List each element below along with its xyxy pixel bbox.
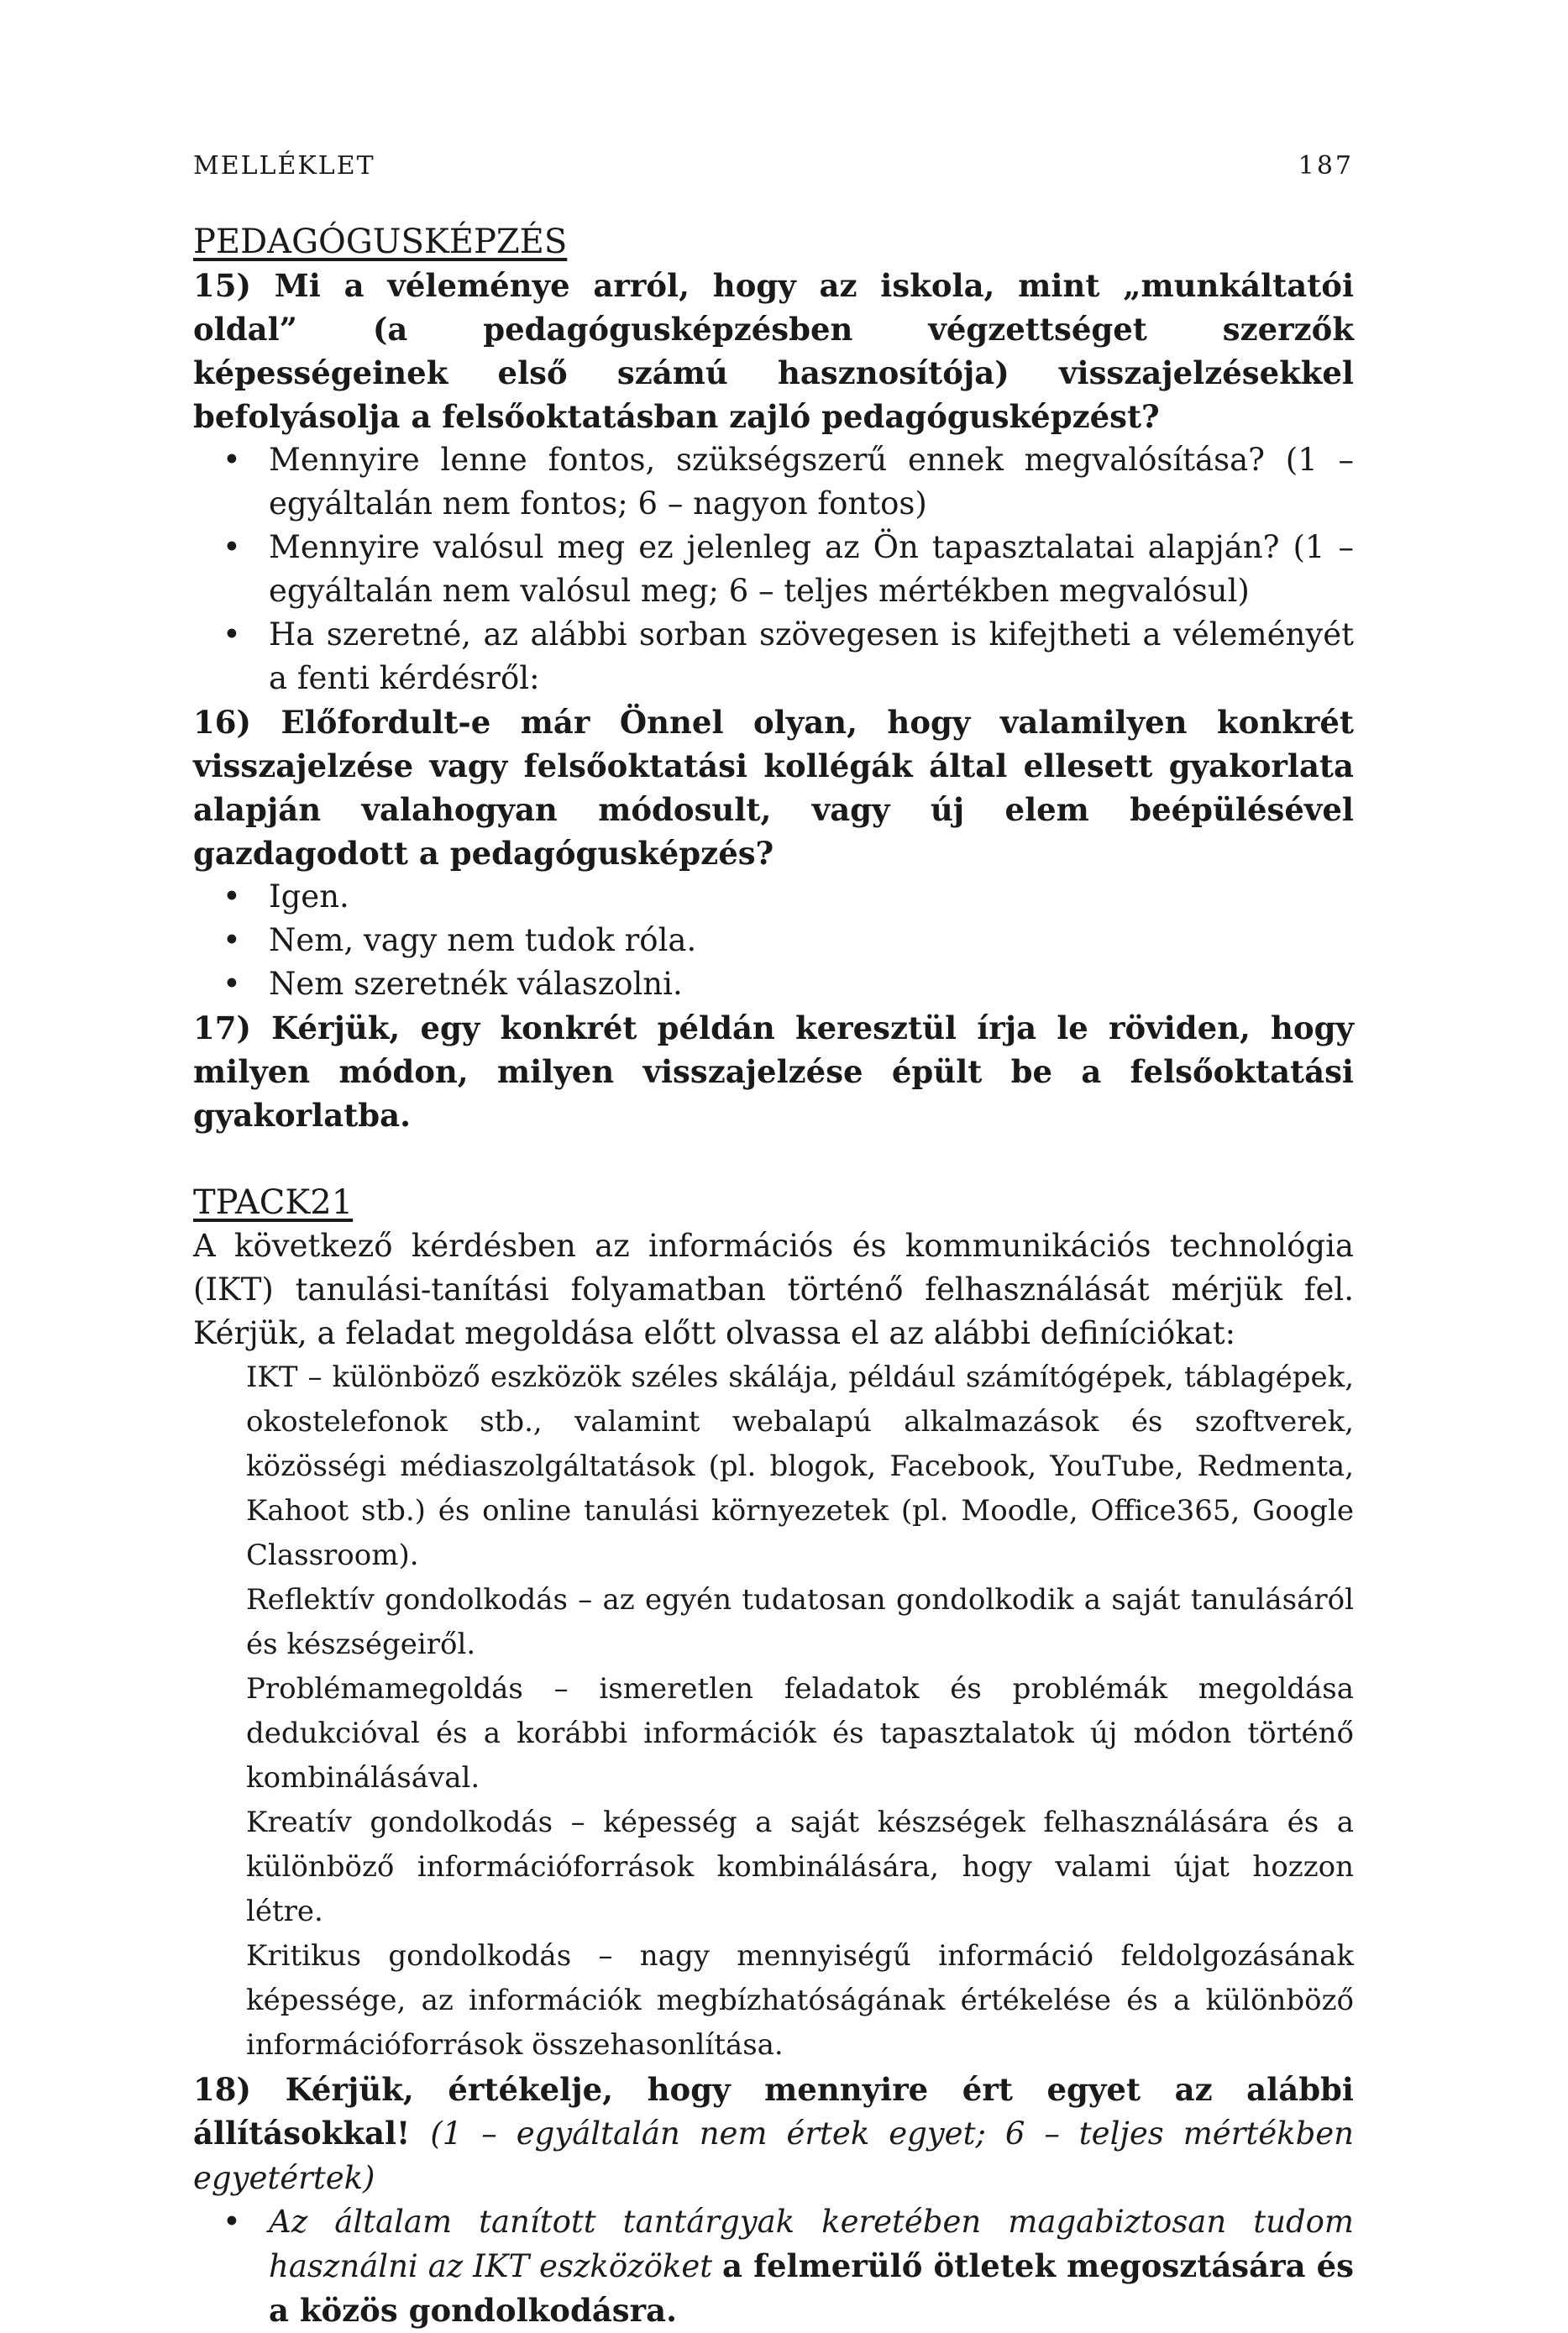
question-15: 15) Mi a véleménye arról, hogy az iskola, mint „munkáltatói oldal” (a pedagógusképzésben végzettséget szerzők képességeinek első számú hasznosítója) visszajelzésekkel befolyásolja a felsőoktatásban zajló pedagógusképzést?: [193, 267, 1354, 435]
statement-italic-part: Az általam tanított tantárgyak keretében magabiztosan tudom használni az IKT eszközöket: [269, 2204, 1354, 2284]
question-18-prompt: 18) Kérjük, értékelje, hogy mennyire ért egyet az alábbi állításokkal!: [193, 2071, 1354, 2152]
definition-creative-thinking: Kreatív gondolkodás – képesség a saját készségek felhasználására és a különböző információforrások kombinálására, hogy valami újat hozzon létre.: [246, 1806, 1354, 1928]
question-17: 17) Kérjük, egy konkrét példán keresztül írja le röviden, hogy milyen módon, milyen visszajelzése épült be a felsőoktatási gyakorlatba.: [193, 1009, 1354, 1134]
tpack-intro: A következő kérdésben az információs és kommunikációs technológia (IKT) tanulási-tanítási folyamatban történő felhasználását mérjük fel. Kérjük, a feladat megoldása előtt olvassa el az alábbi definíciókat:: [193, 1228, 1354, 1351]
bullet-icon: •: [223, 966, 241, 1002]
bullet-icon: •: [223, 616, 241, 653]
list-item: • Mennyire valósul meg ez jelenleg az Ön tapasztalatai alapján? (1 – egyáltalán nem valósul meg; 6 – teljes mértékben megvalósul): [223, 526, 1354, 613]
section-title-tpack21: TPACK21: [193, 1183, 354, 1222]
list-item: • Nem szeretnék válaszolni.: [223, 962, 1354, 1006]
definition-problem-solving: Problémamegoldás – ismeretlen feladatok és problémák megoldása dedukcióval és a korábbi információk és tapasztalatok új módon történő kombinálásával.: [246, 1672, 1354, 1795]
question-16: 16) Előfordult-e már Önnel olyan, hogy valamilyen konkrét visszajelzése vagy felsőoktatási kollégák által ellesett gyakorlata alapján valahogyan módosult, vagy új elem beépülésével gazdagodott a pedagógusképzés?: [193, 704, 1354, 872]
list-item: • Ha szeretné, az alábbi sorban szövegesen is kifejtheti a véleményét a fenti kérdésről:: [223, 613, 1354, 700]
running-head: [193, 151, 1354, 193]
question-18-scale: (1 – egyáltalán nem értek egyet; 6 – teljes mértékben egyetértek): [193, 2115, 1354, 2196]
question-16-options: [193, 875, 1354, 1006]
section-title-pedagogy: PEDAGÓGUSKÉPZÉS: [193, 223, 568, 261]
bullet-icon: •: [223, 442, 241, 478]
running-title: MELLÉKLET: [193, 151, 375, 181]
page-number: 187: [1298, 151, 1354, 181]
bullet-icon: •: [223, 922, 241, 958]
list-item: • Mennyire lenne fontos, szükségszerű ennek megvalósítása? (1 – egyáltalán nem fontos; 6 – nagyon fontos): [223, 438, 1354, 526]
bullet-icon: •: [223, 2204, 241, 2240]
statement-bold-part: a felmerülő ötletek megosztására és a közös gondolkodásra.: [269, 2247, 1354, 2329]
question-18: [193, 2068, 1354, 2200]
question-18-statements: [193, 2200, 1354, 2333]
page-content: [193, 220, 1354, 2333]
list-item: • Nem, vagy nem tudok róla.: [223, 919, 1354, 962]
bullet-icon: •: [223, 529, 241, 565]
bullet-icon: •: [223, 878, 241, 915]
question-15-options: [193, 438, 1354, 700]
definition-reflective-thinking: Reflektív gondolkodás – az egyén tudatosan gondolkodik a saját tanulásáról és készségeiről.: [246, 1583, 1354, 1661]
list-item: • Igen.: [223, 875, 1354, 919]
definition-ikt: IKT – különböző eszközök széles skálája, például számítógépek, táblagépek, okostelefonok stb., valamint webalapú alkalmazások és szoftverek, közösségi médiaszolgáltatások (pl. blogok, Facebook, YouTube, Redmenta, Kahoot stb.) és online tanulási környezetek (pl. Moodle, Office365, Google Classroom).: [246, 1360, 1354, 1572]
list-item: [223, 2200, 1354, 2333]
spacer: [193, 1137, 1354, 1181]
definition-critical-thinking: Kritikus gondolkodás – nagy mennyiségű információ feldolgozásának képessége, az információk megbízhatóságának értékelése és a különböző információforrások összehasonlítása.: [246, 1939, 1354, 2062]
